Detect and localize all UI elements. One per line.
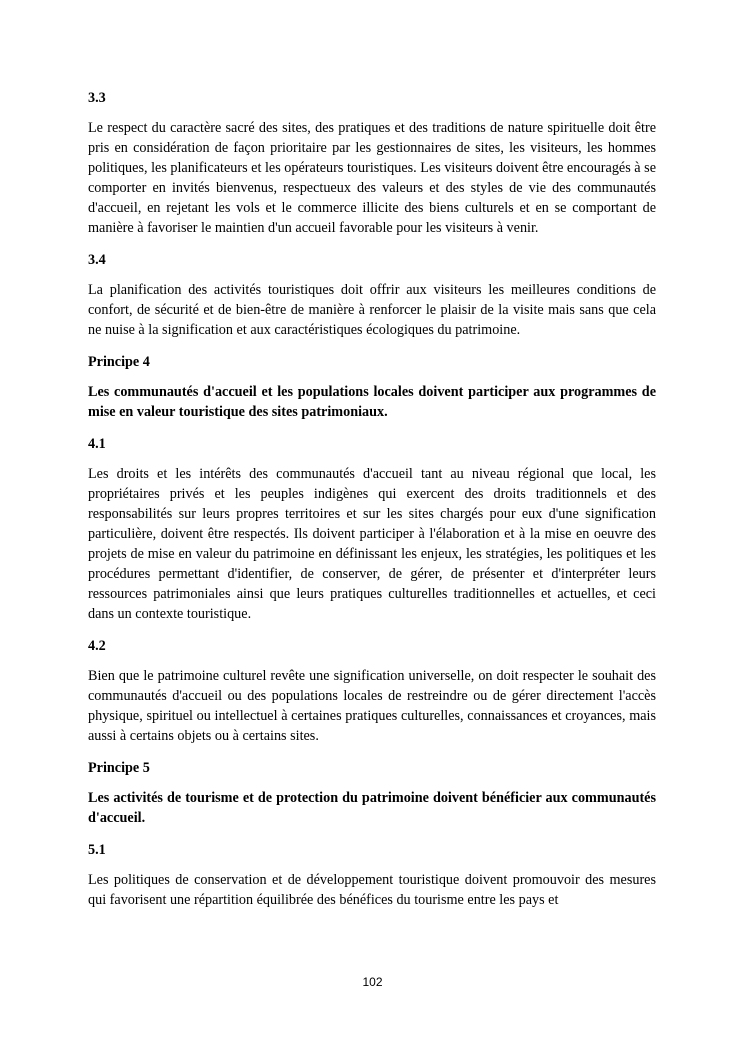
document-body — [88, 88, 656, 922]
paragraph-4-2: Bien que le patrimoine culturel revête une signification universelle, on doit respecter le souhait des communautés d'accueil ou des populations locales de restreindre ou de gérer directement l'accès physique, spirituel ou intellectuel à certaines pratiques culturelles, connaissances et croyances, mais aussi à certains objets ou à certains sites. — [88, 668, 656, 744]
paragraph-3-3: Le respect du caractère sacré des sites, des pratiques et des traditions de nature spirituelle doit être pris en considération de façon prioritaire par les gestionnaires de sites, les visiteurs, les hommes politiques, les planificateurs et les opérateurs touristiques. Les visiteurs doivent être encouragés à se comporter en invités bienvenus, respectueux des valeurs et des styles de vie des communautés d'accueil, en rejetant les vols et le commerce illicite des biens culturels et en se comportant de manière à favoriser le maintien d'un accueil favorable pour les visiteurs à venir. — [88, 120, 656, 236]
principle-heading-4: Principe 4 — [88, 354, 150, 370]
principle-statement-4: Les communautés d'accueil et les populations locales doivent participer aux programmes de mise en valeur touristique des sites patrimoniaux. — [88, 384, 656, 420]
section-heading-5-1: 5.1 — [88, 842, 106, 858]
section-heading-3-4: 3.4 — [88, 252, 106, 268]
page-number: 102 — [362, 975, 383, 989]
paragraph-4-1: Les droits et les intérêts des communautés d'accueil tant au niveau régional que local, les propriétaires privés et les peuples indigènes qui exercent des droits traditionnels et des responsabilités sur leurs propres territoires et sur les sites chargés pour eux d'une signification particulière, doivent être respectés. Ils doivent participer à l'élaboration et à la mise en oeuvre des projets de mise en valeur du patrimoine en définissant les enjeux, les stratégies, les politiques et les procédures permettant d'identifier, de conserver, de gérer, de présenter et d'interpréter leurs ressources patrimoniales ainsi que leurs pratiques culturelles traditionnelles et actuelles, et ceci dans un contexte touristique. — [88, 466, 656, 622]
section-heading-4-1: 4.1 — [88, 436, 106, 452]
principle-heading-5: Principe 5 — [88, 760, 150, 776]
paragraph-5-1: Les politiques de conservation et de développement touristique doivent promouvoir des mesures qui favorisent une répartition équilibrée des bénéfices du tourisme entre les pays et — [88, 872, 656, 908]
principle-statement-5: Les activités de tourisme et de protection du patrimoine doivent bénéficier aux communautés d'accueil. — [88, 790, 656, 826]
section-heading-3-3: 3.3 — [88, 90, 106, 106]
paragraph-3-4: La planification des activités touristiques doit offrir aux visiteurs les meilleures conditions de confort, de sécurité et de bien-être de manière à renforcer le plaisir de la visite mais sans que cela ne nuise à la signification et aux caractéristiques écologiques du patrimoine. — [88, 282, 656, 338]
section-heading-4-2: 4.2 — [88, 638, 106, 654]
